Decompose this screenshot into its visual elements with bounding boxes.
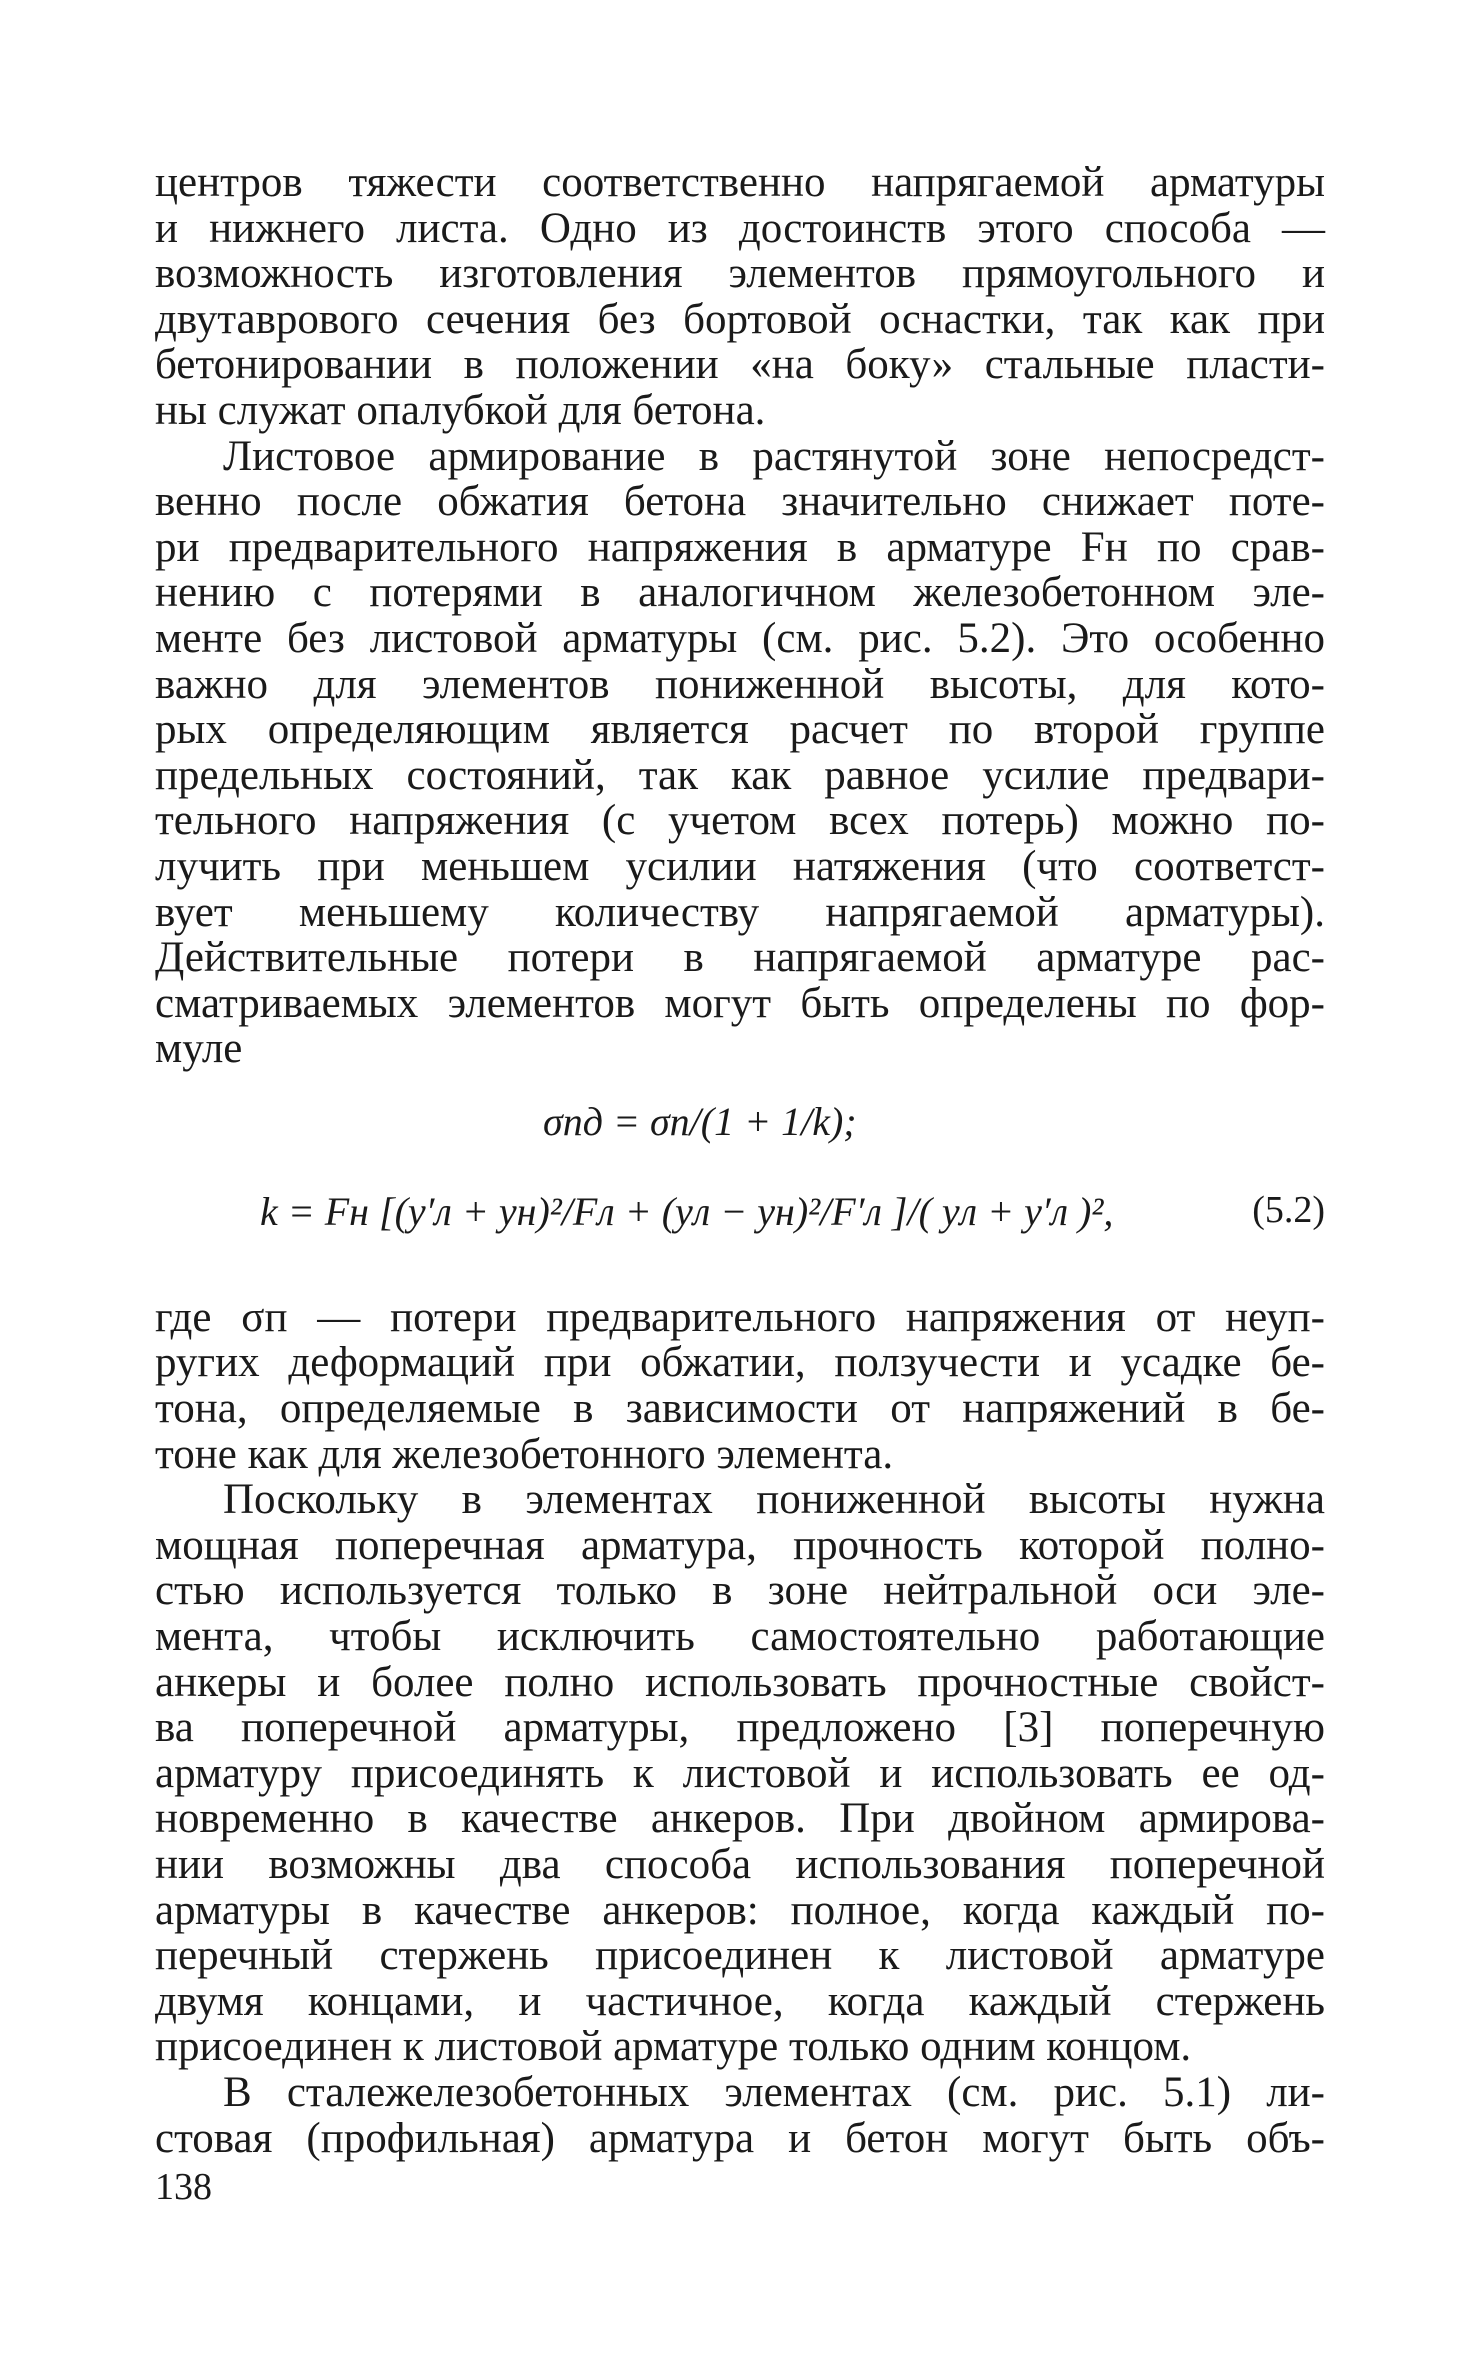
text-line: рых определяющим является расчет по второй группе (155, 706, 1325, 754)
text-line: венно после обжатия бетона значительно снижает поте- (155, 478, 1325, 526)
text-line: муле (155, 1025, 243, 1073)
text-line: ругих деформаций при обжатии, ползучести и усадке бе- (155, 1339, 1325, 1387)
text-line: ри предварительного напряжения в арматуре Fн по срав- (155, 523, 1325, 571)
text-line: присоединен к листовой арматуре только одним концом. (155, 2023, 1192, 2071)
text-line: нии возможны два способа использования поперечной (155, 1841, 1325, 1888)
paragraph-1 (155, 160, 1325, 434)
text-line: тоне как для железобетонного элемента. (155, 1430, 894, 1478)
text-line: новременно в качестве анкеров. При двойном армирова- (155, 1795, 1325, 1843)
text-line: лучить при меньшем усилии натяжения (что соответст- (155, 842, 1325, 890)
text-line: центров тяжести соответственно напрягаемой арматуры (155, 159, 1325, 206)
text-line: перечный стержень присоединен к листовой арматуре (155, 1932, 1325, 1980)
text-line: нению с потерями в аналогичном железобетонном эле- (155, 569, 1325, 617)
text-line: предельных состояний, так как равное усилие предвари- (155, 751, 1325, 799)
text-line: В сталежелезобетонных элементах (см. рис. 5.1) ли- (223, 2068, 1325, 2116)
text-line: возможность изготовления элементов прямоугольного и (155, 250, 1325, 298)
text-line: бетонировании в положении «на боку» стальные пласти- (155, 341, 1325, 389)
paragraph-2 (155, 434, 1325, 1072)
text-line: стовая (профильная) арматура и бетон могут быть объ- (155, 2114, 1325, 2162)
formula-5-2 (155, 1090, 1325, 1295)
text-line: и нижнего листа. Одно из достоинств этого способа — (155, 204, 1325, 252)
text-line: ва поперечной арматуры, предложено [3] поперечную (155, 1704, 1325, 1752)
text-line: арматуры в качестве анкеров: полное, когда каждый по- (155, 1886, 1325, 1934)
formula-line-2: k = Fн [(y′л + yн)²/Fл + (yл − yн)²/F′л ]/( yл + y′л )², (260, 1188, 1114, 1234)
text-line: менте без листовой арматуры (см. рис. 5.2). Это особенно (155, 614, 1325, 662)
paragraph-4 (155, 1477, 1325, 2070)
text-line: вует меньшему количеству напрягаемой арматуры). (155, 888, 1325, 936)
text-line: важно для элементов пониженной высоты, для кото- (155, 660, 1325, 708)
text-line: Поскольку в элементах пониженной высоты нужна (223, 1476, 1325, 1524)
text-line: арматуру присоединять к листовой и использовать ее од- (155, 1749, 1325, 1797)
text-line: сматриваемых элементов могут быть определены по фор- (155, 979, 1325, 1027)
text-line: стью используется только в зоне нейтральной оси эле- (155, 1567, 1325, 1615)
text-line: мощная поперечная арматура, прочность которой полно- (155, 1521, 1325, 1569)
text-line: тельного напряжения (с учетом всех потерь) можно по- (155, 797, 1325, 845)
text-line: двумя концами, и частичное, когда каждый стержень (155, 1977, 1325, 2025)
text-line: тона, определяемые в зависимости от напряжений в бе- (155, 1385, 1325, 1433)
text-line: Действительные потери в напрягаемой арматуре рас- (155, 934, 1325, 982)
page-number: 138 (155, 2166, 212, 2208)
equation-number: (5.2) (1252, 1188, 1325, 1231)
text-line: мента, чтобы исключить самостоятельно работающие (155, 1613, 1325, 1661)
paragraph-5 (155, 2070, 1325, 2161)
text-line: двутаврового сечения без бортовой оснастки, так как при (155, 295, 1325, 343)
page-body (155, 160, 1325, 2161)
text-line: анкеры и более полно использовать прочностные свойст- (155, 1658, 1325, 1706)
formula-line-1: σпд = σп/(1 + 1/k); (543, 1098, 857, 1144)
paragraph-3 (155, 1295, 1325, 1477)
text-line: Листовое армирование в растянутой зоне непосредст- (223, 432, 1325, 480)
text-line: где σп — потери предварительного напряжения от неуп- (155, 1293, 1325, 1341)
text-line: ны служат опалубкой для бетона. (155, 386, 766, 434)
